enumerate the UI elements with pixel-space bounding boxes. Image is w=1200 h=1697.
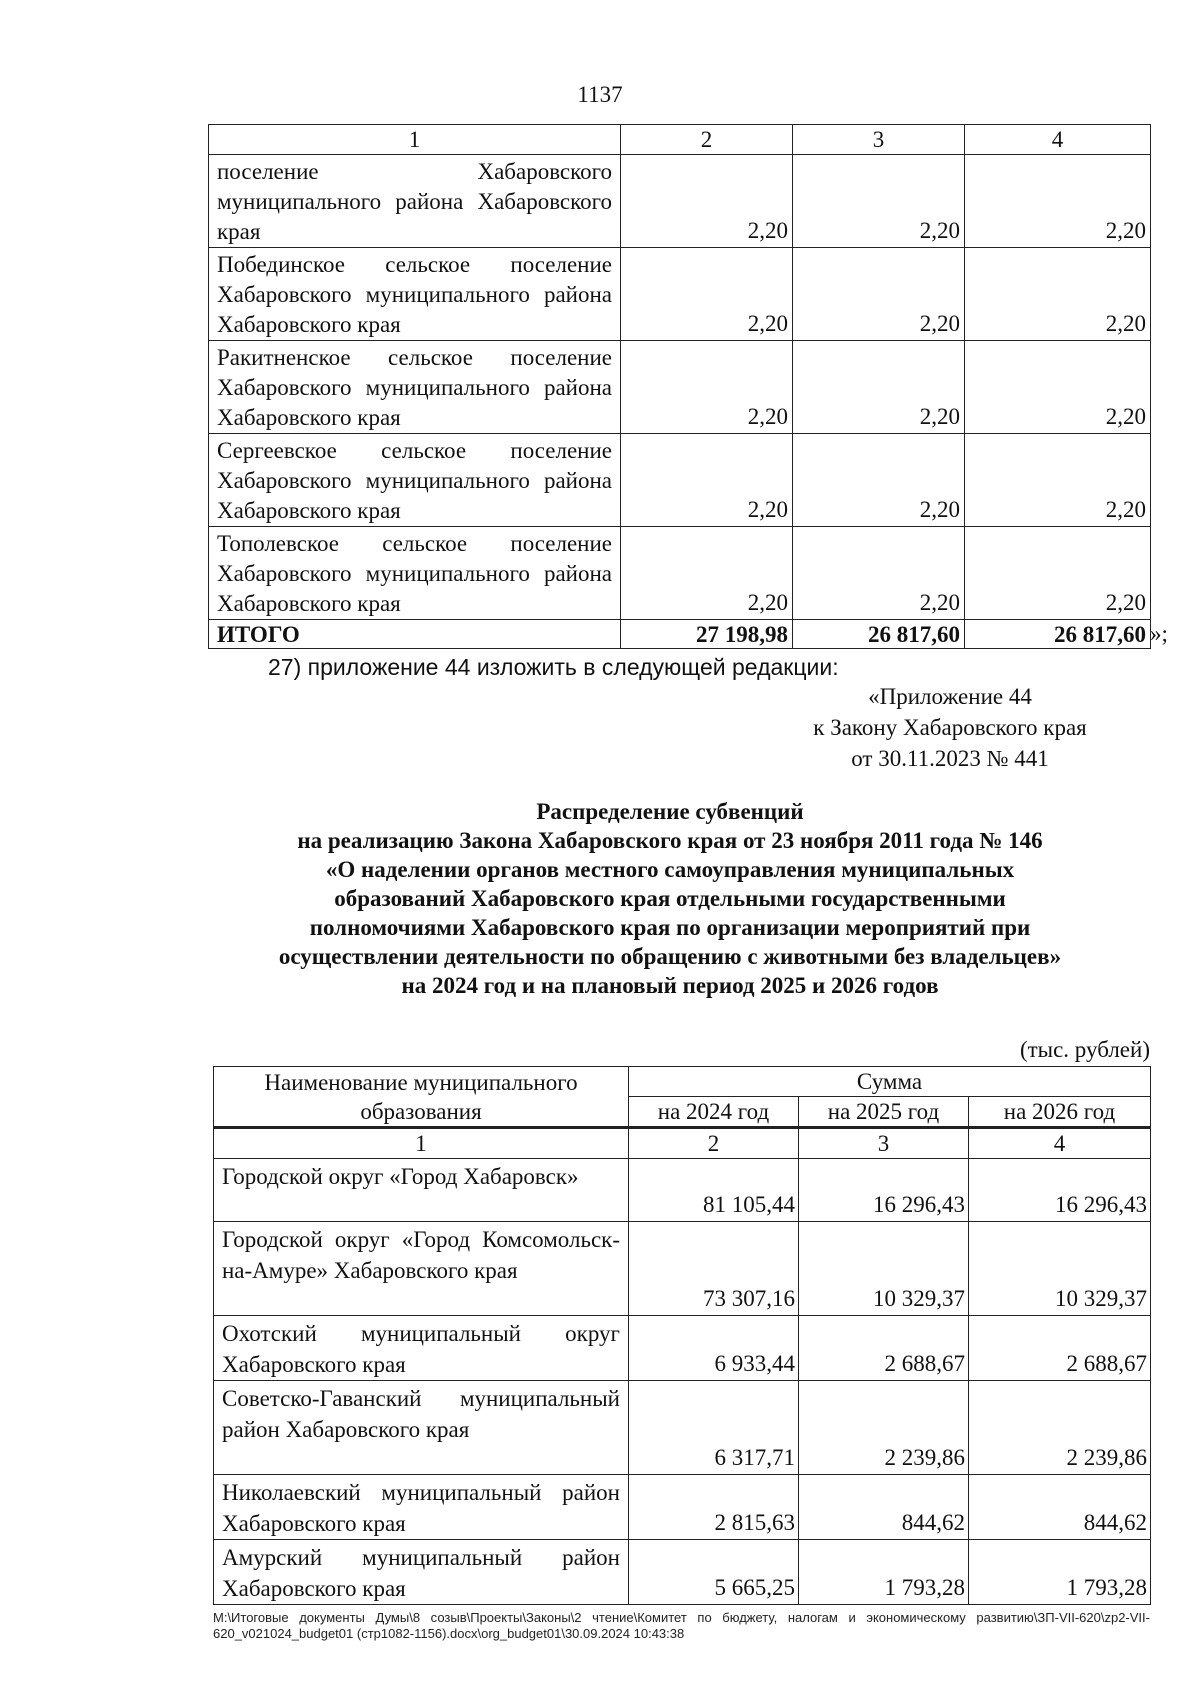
- table-header-row: [209, 125, 1151, 155]
- municipality-name: Тополевское сельское поселение Хабаровского муниципального района Хабаровского края: [209, 527, 621, 620]
- municipality-name: Амурский муниципальный район Хабаровского края: [214, 1540, 629, 1605]
- table-previous-appendix: [208, 124, 1151, 649]
- municipality-name: Ракитненское сельское поселение Хабаровского муниципального района Хабаровского края: [209, 341, 621, 434]
- amount-cell: 2,20: [793, 155, 965, 248]
- municipality-name: Николаевский муниципальный район Хабаровского края: [214, 1475, 629, 1540]
- amount-cell: 16 296,43: [799, 1159, 969, 1222]
- amount-cell: 2,20: [621, 341, 793, 434]
- amount-cell: 844,62: [969, 1475, 1151, 1540]
- file-path-footer: М:\Итоговые документы Думы\8 созыв\Проекты\Законы\2 чтение\Комитет по бюджету, налогам и экономическому развитию\ЗП-VII-620\zp2-VII-620_v021024_budget01 (стр1082-1156).docx\org_budget01\30.09.2024 10:43:38: [213, 1610, 1150, 1641]
- amount-cell: 2 815,63: [629, 1475, 799, 1540]
- amount-cell: 2 688,67: [969, 1316, 1151, 1381]
- column-index: 2: [621, 125, 793, 155]
- amount-cell: 1 793,28: [799, 1540, 969, 1605]
- amount-cell: 2,20: [621, 527, 793, 620]
- total-label: ИТОГО: [209, 620, 621, 649]
- table-row: [209, 527, 1151, 620]
- amount-cell: 2,20: [965, 527, 1151, 620]
- municipality-name: Охотский муниципальный округ Хабаровского края: [214, 1316, 629, 1381]
- column-header-year: на 2024 год: [629, 1097, 799, 1128]
- total-amount: 26 817,60: [793, 620, 965, 649]
- amount-cell: 2,20: [621, 248, 793, 341]
- column-header-sum: Сумма: [629, 1067, 1151, 1097]
- heading-line: на реализацию Закона Хабаровского края от 23 ноября 2011 года № 146: [297, 828, 1043, 853]
- unit-label: (тыс. рублей): [1019, 1037, 1150, 1062]
- heading-line: осуществлении деятельности по обращению с животными без владельцев»: [278, 944, 1062, 969]
- table-index-row: [214, 1128, 1151, 1159]
- column-header-year: на 2025 год: [799, 1097, 969, 1128]
- heading-line: Распределение субвенций: [536, 799, 804, 824]
- amount-cell: 73 307,16: [629, 1222, 799, 1316]
- heading-line: на 2024 год и на плановый период 2025 и 2026 годов: [401, 973, 939, 998]
- table-row: [214, 1381, 1151, 1475]
- column-index: 3: [799, 1128, 969, 1159]
- column-index: 4: [965, 125, 1151, 155]
- heading-line: образований Хабаровского края отдельными государственными: [334, 886, 1006, 911]
- amount-cell: 81 105,44: [629, 1159, 799, 1222]
- column-index: 3: [793, 125, 965, 155]
- table-row: [209, 434, 1151, 527]
- table-header-row: [214, 1067, 1151, 1097]
- table-row: [209, 155, 1151, 248]
- heading-line: «О наделении органов местного самоуправления муниципальных: [325, 857, 1015, 882]
- amount-cell: 2,20: [965, 155, 1151, 248]
- amount-cell: 2,20: [793, 341, 965, 434]
- total-amount: 26 817,60: [965, 620, 1151, 649]
- amount-cell: 5 665,25: [629, 1540, 799, 1605]
- amount-cell: 6 933,44: [629, 1316, 799, 1381]
- table-row: [209, 341, 1151, 434]
- amendment-line: 27) приложение 44 изложить в следующей редакции:: [268, 654, 839, 680]
- amount-cell: 2,20: [793, 248, 965, 341]
- column-index: 1: [214, 1128, 629, 1159]
- column-index: 4: [969, 1128, 1151, 1159]
- amount-cell: 2,20: [621, 434, 793, 527]
- amount-cell: 1 793,28: [969, 1540, 1151, 1605]
- amount-cell: 2 688,67: [799, 1316, 969, 1381]
- column-header-year: на 2026 год: [969, 1097, 1151, 1128]
- amount-cell: 2 239,86: [799, 1381, 969, 1475]
- amount-cell: 844,62: [799, 1475, 969, 1540]
- table-subventions: [213, 1066, 1151, 1605]
- table-row: [214, 1475, 1151, 1540]
- amount-cell: 10 329,37: [799, 1222, 969, 1316]
- table-row: [214, 1316, 1151, 1381]
- municipality-name: Городской округ «Город Хабаровск»: [214, 1159, 629, 1222]
- amount-cell: 2,20: [965, 434, 1151, 527]
- total-amount: 27 198,98: [621, 620, 793, 649]
- appendix-line: «Приложение 44: [868, 684, 1032, 709]
- appendix-line: к Закону Хабаровского края: [813, 715, 1087, 740]
- heading-line: полномочиями Хабаровского края по организации мероприятий при: [309, 915, 1031, 940]
- table-row: [214, 1540, 1151, 1605]
- document-heading: [190, 797, 1150, 1000]
- page-number: 1137: [577, 82, 623, 107]
- column-index: 2: [629, 1128, 799, 1159]
- municipality-name: поселение Хабаровского муниципального района Хабаровского края: [209, 155, 621, 248]
- amount-cell: 2,20: [965, 248, 1151, 341]
- municipality-name: Сергеевское сельское поселение Хабаровского муниципального района Хабаровского края: [209, 434, 621, 527]
- amount-cell: 2,20: [793, 527, 965, 620]
- amount-cell: 2,20: [621, 155, 793, 248]
- column-index: 1: [209, 125, 621, 155]
- amount-cell: 16 296,43: [969, 1159, 1151, 1222]
- amount-cell: 2 239,86: [969, 1381, 1151, 1475]
- appendix-line: от 30.11.2023 № 441: [851, 746, 1049, 771]
- amount-cell: 10 329,37: [969, 1222, 1151, 1316]
- table-row: [214, 1222, 1151, 1316]
- column-header-name: Наименование муниципального образования: [214, 1067, 629, 1128]
- amount-cell: 2,20: [965, 341, 1151, 434]
- amount-cell: 2,20: [793, 434, 965, 527]
- closing-quote: »;: [1150, 621, 1168, 646]
- total-row: [209, 620, 1151, 649]
- table-row: [214, 1159, 1151, 1222]
- municipality-name: Советско-Гаванский муниципальный район Хабаровского края: [214, 1381, 629, 1475]
- municipality-name: Городской округ «Город Комсомольск-на-Амуре» Хабаровского края: [214, 1222, 629, 1316]
- amount-cell: 6 317,71: [629, 1381, 799, 1475]
- table-row: [209, 248, 1151, 341]
- municipality-name: Побединское сельское поселение Хабаровского муниципального района Хабаровского края: [209, 248, 621, 341]
- appendix-block: [750, 681, 1150, 774]
